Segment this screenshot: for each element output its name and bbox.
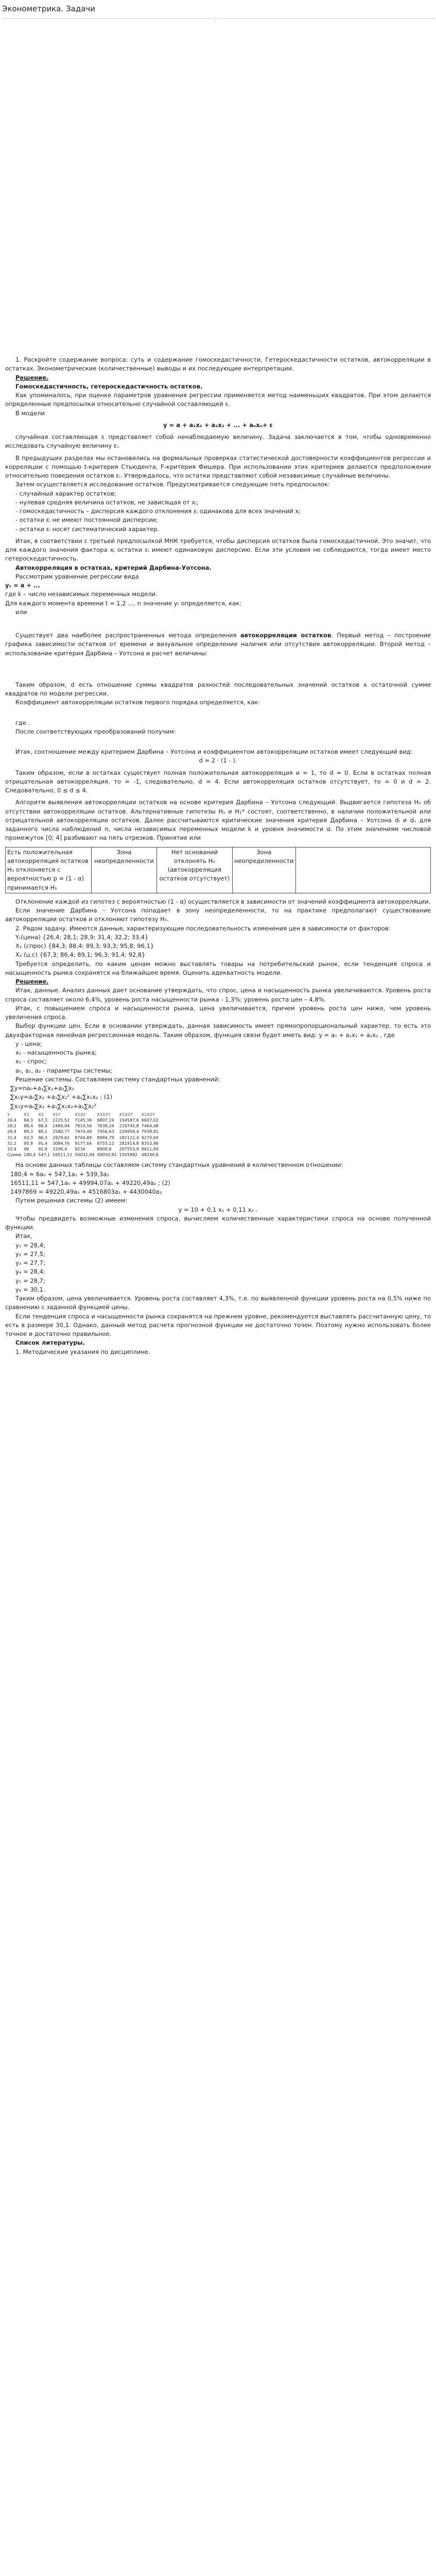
paragraph: В предыдущих разделах мы остановились на формальных проверках статистической достоверности коэффициентов регрессии и корреляции с помощью t-критерия Стьюдента, F-критерия Фишера. При использовании этих критериев делаются предположения относительно поведения остатков εᵢ. Утверждалось, что остатки представляют собой независимые случайные величины. [5,454,431,479]
list-item: - случайный характер остатков; [15,489,116,497]
result-formula: y = 10 + 0,1 x₁ + 0,11 x₂ . [178,1206,258,1213]
formula-placeholder [0,669,436,681]
table-cell: Нет оснований отклонять H₀ (автокорреляция остатков отсутствует) [157,847,233,893]
table-cell: 91,4 [38,1141,48,1146]
equation: ∑y=na₀+a₁∑x₁+a₂∑x₂ [10,1084,75,1092]
table-row [7,1146,161,1152]
table-row [7,1117,161,1123]
paragraph: Таким образом, d есть отношение суммы квадратов разностей последовательных значений остатков к остаточной сумме квадратов по модели регрессии. [5,681,431,697]
table-cell: 281914,8 [119,1141,139,1146]
table-cell: 28,1 [7,1124,16,1129]
forecast-values [0,1241,436,1295]
table-cell: 180,4 [24,1153,36,1158]
table-cell: X1X2 [75,1112,86,1117]
article-body [0,355,436,1357]
table-cell: 31,4 [7,1135,16,1140]
table-cell: 219745,8 [119,1124,139,1129]
data-row: X₁ (спрос) {84,3; 88,4; 89,3; 93,3; 95,8; 96,1} [15,942,154,950]
table-cell: 96,3 [38,1135,48,1140]
table-cell: 95,8 [24,1141,33,1146]
table-cell: Сумма [7,1153,22,1158]
table-row [7,1123,161,1129]
paragraph: 2. Рядом задачу. Имеются данные, характеризующие последовательность изменения цен в зависимости от факторов: [15,924,391,932]
list-item: - нулевая средняя величина остатков, не зависящая от xᵢ; [15,498,199,506]
data-row: Yₜ(цена) {26,4; 28,1; 28,9; 31,4; 32,2; 33,4} [15,933,149,941]
table-row [7,1135,161,1141]
table-cell: Есть положительная автокорреляция остатков H₀ отклоняется с вероятностью p = (1 - α) принимается H₁ [6,847,92,893]
paragraph: Итак, [15,1232,32,1240]
table-cell: Y [7,1112,10,1117]
table-cell: 8353,96 [141,1141,159,1146]
list-item: - остатки εᵢ носят систематический характер. [15,525,160,533]
paragraph: Решение системы. Составляем систему стандартных уравнений: [15,1075,220,1083]
table-cell: 547,1 [38,1153,50,1158]
table-cell: 48249,8 [141,1153,159,1158]
paragraph: Итак, с повышением спроса и насыщенности рынка, цена увеличивается, причем уровень роста цен ниже, чем уровень увеличения спроса. [5,1004,431,1021]
table-cell: 194587,6 [119,1117,139,1123]
solution-label-2: Решение. [15,978,49,985]
page-title: Эконометрика. Задачи [2,4,96,13]
table-cell [295,847,430,893]
literature-heading: Список литературы. [15,1339,85,1347]
dw-decision-table [5,847,431,893]
table-cell: X1Y [53,1112,61,1117]
decorative-dot: · [214,19,216,24]
table-cell: 28,9 [7,1129,16,1134]
table-cell: 92,8 [38,1146,48,1151]
table-cell: 7638,24 [97,1124,114,1129]
table-cell: Зона неопределенности [233,847,296,893]
formula-placeholder [0,617,436,628]
paragraph: Таким образом, цена увеличивается. Уровень роста составляет 4,3%, т.е. по выявленной функции уровень роста на 0,5% ниже по сравнению с заданной функцией цены. [5,1295,431,1311]
equation: 1497869 = 49220,49a₀ + 4516803a₁ + 4430040a₂ [10,1188,162,1195]
formula-placeholder [0,658,436,669]
formula-placeholder [0,736,436,748]
table-row [6,847,431,893]
equation: ∑x₂y=a₀∑x₂ +a₁∑x₁x₂+a₂∑x₂² [10,1102,97,1110]
variables-list [0,1040,436,1075]
paragraph: В модели [15,409,45,417]
table-cell: 7464,48 [141,1124,159,1129]
paragraph: или [15,608,27,616]
table-cell: 7938,81 [141,1129,159,1134]
list-item: y₆ = 30,1. [15,1285,45,1293]
table-cell: X1 [24,1112,29,1117]
table-cell: 7145,36 [75,1117,92,1123]
paragraph: На основе данных таблицы составляем систему стандартных уравнений в количественном отношении: [15,1161,343,1169]
table-cell: 7974,49 [75,1129,92,1134]
paragraph: Требуется определить, по каким ценам можно выставлять товары на потребительский рынок, если тенденция спроса и насыщенность рынка сохранятся на ближайшее время. Оценить адекватность модели. [5,960,431,976]
table-row [7,1129,161,1134]
paragraph: Алгоритм выявления автокорреляции остатков на основе критерия Дарбина – Уотсона следующий. Выдвигается гипотеза H₀ об отсутствии автокорреляции остатков. Альтернативные гипотезы H₁ и H₁* состоят, соответственно, в наличии положительной или отрицательной автокорреляции остатков. Далее рассчитываются критические значения критерия Дарбина – Уотсона dₗ и dᵤ для заданного числа наблюдений n, числа независимых переменных модели k и уровня значимости α. По этим значениям числовой промежуток [0; 4] разбивают на пять отрезков. Принятие или [5,799,431,842]
list-item: y₃ = 27,7; [15,1259,45,1266]
paragraph: После соответствующих преобразований получим: [15,727,176,735]
paragraph-methods: Существует два наиболее распространенных метода определения автокорреляции остатков. Первый метод – построение графика зависимости остатков от времени и визуальное определение наличия или отсутствия автокорреляции. Второй метод – использование критерия Дарбина – Уотсона и расчет величины: [5,632,431,657]
paragraph: Отклонение каждой из гипотез с вероятностью (1 - α) осуществляется в зависимости от значений коэффициента автокорреляции. [15,897,431,905]
table-cell: X1X2Y [119,1112,133,1117]
list-item: y - цена; [15,1040,42,1047]
list-item: - гомоскедастичность – дисперсия каждого отклонения εᵢ одинакова для всех значений x; [15,507,301,515]
table-cell: X1X2Y [141,1112,155,1117]
list-item: a₀, a₁, a₂ - параметры системы; [15,1066,112,1074]
table-cell: 8984,79 [97,1135,114,1140]
paragraph: Итак, в соответствии с третьей предпосылкой МНК требуется, чтобы дисперсия остатков была гомоскедастичной. Это значит, что для каждого значения фактора xⱼ остатки εᵢ имеют одинаковую дисперсию. Если эти условия не соблюдаются, тогда имеет место гетероскедастичность. [5,537,431,563]
table-cell: 32,2 [7,1141,16,1146]
table-row [7,1112,161,1117]
table-cell: 49050,82 [97,1153,117,1158]
table-row [7,1152,161,1158]
table-cell: 2484,04 [53,1124,70,1129]
list-item: y₂ = 27,5; [15,1250,45,1258]
table-cell: 3206,4 [53,1146,67,1151]
table-cell: 8611,84 [141,1146,159,1151]
equation: 180,4 = 6a₀ + 547,1a₁ + 539,3a₂ [10,1170,109,1178]
paragraph: случайная составляющая ε представляет собой ненаблюдаемую величину. Задача заключается в том, чтобы одновременно исследовать случайную величину εᵢ. [5,433,431,450]
table-cell: 3084,76 [53,1141,70,1146]
title-divider [2,18,434,19]
equation: 16511,11 = 547,1a₀ + 49994,07a₁ + 49220,49a₂ ; (2) [10,1179,170,1187]
table-cell: 7814,56 [75,1124,92,1129]
regression-formula: y = a + a₁x₁ + a₂x₂ + ... + aₙxₙ+ ε [163,421,273,429]
table-cell: 9216 [75,1146,85,1151]
list-item: - остатки εᵢ не имеют постоянной дисперсии; [15,516,158,524]
literature-item: 1. Методические указания по дисциплине. [15,1348,150,1355]
paragraph: Как упоминалось, при оценке параметров уравнения регрессии применяется метод наименьших квадратов. При этом делаются определенные предпосылки относительно случайной составляющей ε. [5,392,431,408]
table-cell: 89,1 [38,1129,48,1134]
paragraph: Коэффициент автокорреляции остатков первого порядка определяется, как: [15,699,260,706]
table-cell: 84,3 [24,1117,33,1123]
table-cell: 9177,64 [75,1141,92,1146]
regression-formula-2: yₜ = a + ... [5,582,41,589]
table-cell: 88,4 [24,1124,33,1129]
table-cell: 26,4 [7,1117,16,1123]
table-cell: 93,3 [24,1135,33,1140]
section-heading-homoscedasticity: Гомоскедастичность, гетероскедастичность остатков. [15,382,203,390]
table-cell: 50032,94 [75,1153,95,1158]
paragraph: где . [15,719,30,726]
table-cell: 67,3 [38,1117,48,1123]
table-cell: 9273,69 [141,1135,159,1140]
table-cell: X2 [38,1112,44,1117]
table-cell: 89,3 [24,1129,33,1134]
paragraph: Затем осуществляется исследование остатков. Предусматривается следующие пять предпосылок: [15,481,330,488]
data-row: X₂ (ц.с) {67,3; 86,4; 89,1; 96,3; 91,4; 92,8} [15,951,146,959]
dw-relation-formula: d ≈ 2 · (1 - ). [199,757,237,765]
paragraph: Путем решения системы (2) имеем: [15,1197,128,1205]
calculation-table [7,1112,161,1158]
equation-system-1 [0,1084,436,1111]
list-item: y₅ = 28,7; [15,1277,45,1284]
formula-placeholder [0,707,436,719]
premises-list [0,489,436,534]
paragraph: Если значение Дарбина – Уотсона попадает в зону неопределенности, то на практике предполагают существование автокорреляции остатков и отклоняют гипотезу H₀. [5,907,431,923]
table-cell: 6607,02 [141,1117,159,1123]
table-cell: 8908,8 [97,1146,112,1151]
table-cell: 8704,89 [75,1135,92,1140]
list-item: x₁ - насыщенность рынка; [15,1049,97,1056]
list-item: y₄ = 28,4; [15,1268,45,1276]
paragraph: Чтобы предвидеть возможные изменения спроса, вычисляем количественные характеристики спроса на основе полученной функции. [5,1214,431,1231]
paragraph: Итак, данные. Анализ данных дает основание утверждать, что спрос, цена и насыщенность рынка увеличиваются. Уровень роста спроса составляет около 6,4%, уровень роста насыщенности рынка - 1,3%; уровень роста цен – 4,8%. [5,987,431,1003]
table-cell: 2225,52 [53,1117,70,1123]
paragraph: Если тенденция спроса и насыщенности рынка сохранятся на прежнем уровне, рекомендуется выставлять рассчитанную цену, то есть в размере 30,1. Однако, данный метод расчета прогнозной функции не достаточно точен. Поэтому нужно использовать более точное и достаточно правильное. [5,1312,431,1337]
paragraph: Для каждого момента времени t = 1,2 ..., n значение yₜ определяется, как: [5,599,242,607]
table-row [7,1141,161,1146]
table-cell: 1505882 [119,1153,138,1158]
table-cell: 229958,4 [119,1129,139,1134]
table-cell: 297553,9 [119,1146,139,1151]
table-cell: 96 [24,1146,29,1151]
paragraph: где k – число независимых переменных модели. [5,590,158,598]
table-cell: 282122,4 [119,1135,139,1140]
input-data-rows [0,933,436,960]
paragraph: Итак, соотношение между критерием Дарбина – Уотсона и коэффициентом автокорреляции остатков имеет следующий вид: [15,748,413,755]
table-cell: 33,4 [7,1146,16,1151]
table-cell: 2929,62 [53,1135,70,1140]
section-heading-autocorrelation: Автокорреляция в остатках, критерий Дарбина-Уотсона. [15,564,212,571]
solution-label: Решение. [15,374,49,381]
task-question: 1. Раскройте содержание вопроса: суть и содержание гомоскедастичности, Гетероскедастичности остатков, автокорреляции в остатках. Эконометрические (количественные) выводы и их последующие интерпретации. [5,356,431,372]
table-cell: 6807,24 [97,1117,114,1123]
table-cell: X1X2Y [97,1112,111,1117]
table-cell: Зона неопределенности [92,847,157,893]
table-cell: 16511,11 [53,1153,73,1158]
paragraph: Рассмотрим уравнение регрессии вида [15,572,139,580]
list-item: y₁ = 28,4; [15,1241,45,1249]
table-cell: 7956,63 [97,1129,114,1134]
table-cell: 86,4 [38,1124,48,1129]
equation: ∑x₁y=a₀∑x₁ +a₁∑x₁² +a₂∑x₁x₂ ; (1) [10,1093,113,1101]
equation-system-2 [0,1170,436,1197]
table-cell: 8755,12 [97,1141,114,1146]
paragraph: Выбор функции цен. Если в основании утверждать, данная зависимость имеет прямопропорциональный характер, то есть это двухфакторная линейная регрессионная модель. Таким образом, функция связи будет иметь вид: y = a₀ + a₁x₁ + a₂x₂ , где [5,1022,431,1039]
autocorrelation-term: автокорреляции остатков [240,632,332,639]
list-item: x₂ - спрос; [15,1058,47,1065]
paragraph: Таким образом, если в остатках существует полная положительная автокорреляция и = 1, то d = 0. Если в остатках полная отрицательная автокорреляция, то = -1, следовательно, d = 4. Если автокорреляция остатков отсутствует, то = 0 и d = 2. Следовательно, 0 ≤ d ≤ 4. [5,769,431,794]
table-cell: 2580,77 [53,1129,70,1134]
